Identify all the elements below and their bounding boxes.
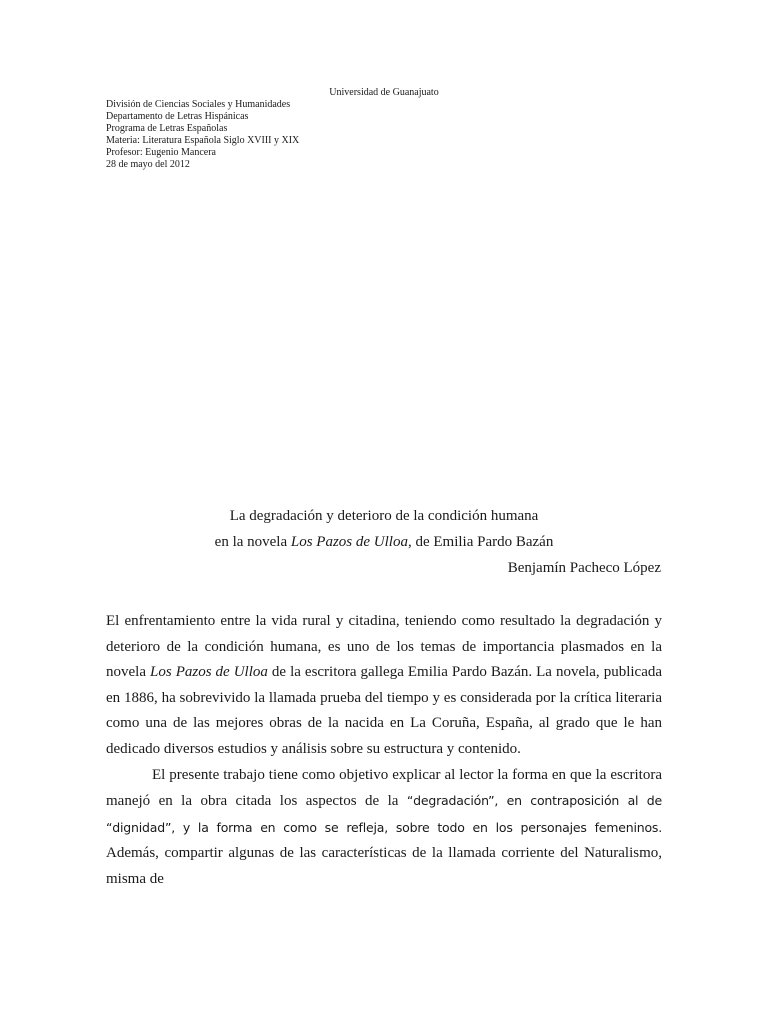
paragraph-2-text-b: Además, compartir algunas de las características de la llamada corriente del Naturalismo, misma de xyxy=(106,845,662,887)
paragraph-1-text-a: El enfrentamiento entre la vida rural y citadina, teniendo como resultado la degradación y deterioro de la condición humana, es uno de los temas de importancia plasmados en la novela xyxy=(106,613,662,681)
essay-title-line-2 xyxy=(0,533,768,551)
paragraph-2 xyxy=(106,763,662,893)
course-info-block xyxy=(106,99,299,171)
program-line: Programa de Letras Españolas xyxy=(106,123,228,134)
author-name: Benjamín Pacheco López xyxy=(507,560,661,576)
title-prefix: en la novela xyxy=(214,534,291,550)
essay-title-line-1: La degradación y deterioro de la condición humana xyxy=(229,508,539,524)
university-name: Universidad de Guanajuato xyxy=(329,87,439,98)
paragraph-2-alt-font-fragment: “degradación”, en contraposición al de “dignidad”, y la forma en como se refleja, sobre todo en los personajes femeninos. xyxy=(106,793,662,835)
date-line: 28 de mayo del 2012 xyxy=(106,159,190,170)
professor-line: Profesor: Eugenio Mancera xyxy=(106,147,216,158)
novel-title-italic: Los Pazos de Ulloa xyxy=(290,534,408,550)
subject-line: Materia: Literatura Española Siglo XVIII y XIX xyxy=(106,135,300,146)
division-line: División de Ciencias Sociales y Humanidades xyxy=(106,99,291,110)
paragraph-2-text-a: El presente trabajo tiene como objetivo explicar al lector la forma en que la escritora manejó en la obra citada los aspectos de la xyxy=(106,766,662,810)
department-line: Departamento de Letras Hispánicas xyxy=(106,111,249,122)
title-suffix: , de Emilia Pardo Bazán xyxy=(407,534,554,550)
paragraph-1 xyxy=(106,609,662,763)
essay-body xyxy=(106,609,662,893)
paragraph-1-novel-title: Los Pazos de Ulloa xyxy=(150,664,268,681)
paragraph-1-text-b: de la escritora gallega Emilia Pardo Bazán. La novela, publicada en 1886, ha sobrevivido la llamada prueba del tiempo y es considerada por la crítica literaria como una de las mejores obras de la nacida en La Coruña, España, al grado que le han dedicado diversos estudios y análisis sobre su estructura y contenido. xyxy=(106,664,663,757)
